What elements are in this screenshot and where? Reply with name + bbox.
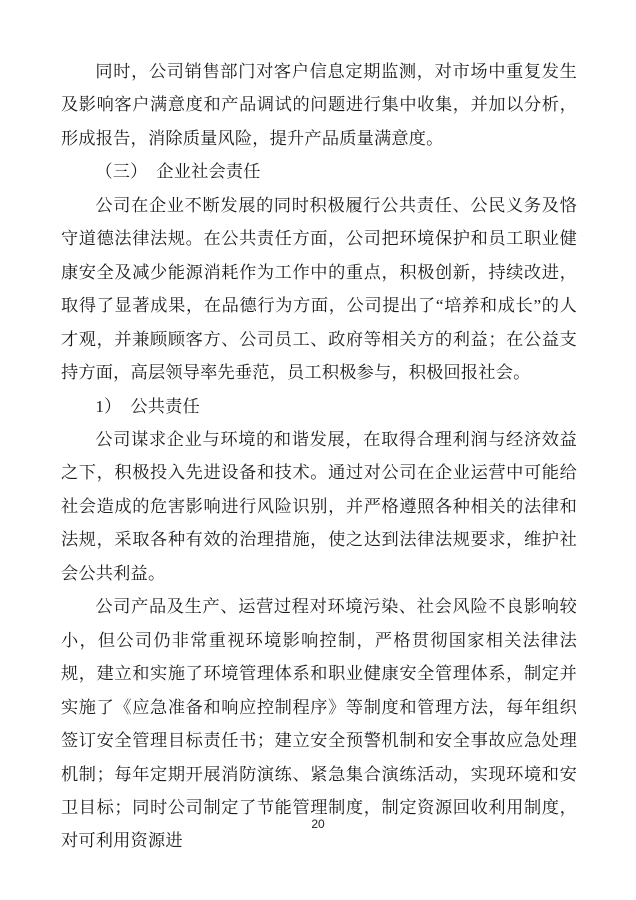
paragraph-quality-monitoring: 同时，公司销售部门对客户信息定期监测，对市场中重复发生及影响客户满意度和产品调试的问题进行集中收集，并加以分析，形成报告，消除质量风险，提升产品质量满意度。	[61, 62, 577, 148]
document-content	[61, 55, 577, 858]
subsection-heading-public-responsibility: 1） 公共责任	[95, 396, 200, 416]
paragraph-environment-harmony: 公司谋求企业与环境的和谐发展，在取得合理利润与经济效益之下，积极投入先进设备和技术。通过对公司在企业运营中可能给社会造成的危害影响进行风险识别，并严格遵照各种相关的法律和法规，采取各种有效的治理措施，使之达到法律法规要求，维护社会公共利益。	[61, 429, 577, 583]
section-heading-corporate-social-responsibility: （三） 企业社会责任	[95, 162, 261, 182]
paragraph-csr-overview: 公司在企业不断发展的同时积极履行公共责任、公民义务及恪守道德法律法规。在公共责任方面，公司把环境保护和员工职业健康安全及减少能源消耗作为工作中的重点，积极创新，持续改进，取得了显著成果，在品德行为方面，公司提出了“培养和成长”的人才观，并兼顾顾客方、公司员工、政府等相关方的利益；在公益支持方面，高层领导率先垂范，员工积极参与，积极回报社会。	[61, 195, 577, 383]
page-number: 20	[311, 817, 325, 831]
paragraph-environment-management: 公司产品及生产、运营过程对环境污染、社会风险不良影响较小，但公司仍非常重视环境影响控制，严格贯彻国家相关法律法规，建立和实施了环境管理体系和职业健康安全管理体系，制定并实施了《应急准备和响应控制程序》等制度和管理方法，每年组织签订安全管理目标责任书；建立安全预警机制和安全事故应急处理机制；每年定期开展消防演练、紧急集合演练活动，实现环境和安卫目标；同时公司制定了节能管理制度，制定资源回收利用制度，对可利用资源进	[61, 597, 577, 851]
